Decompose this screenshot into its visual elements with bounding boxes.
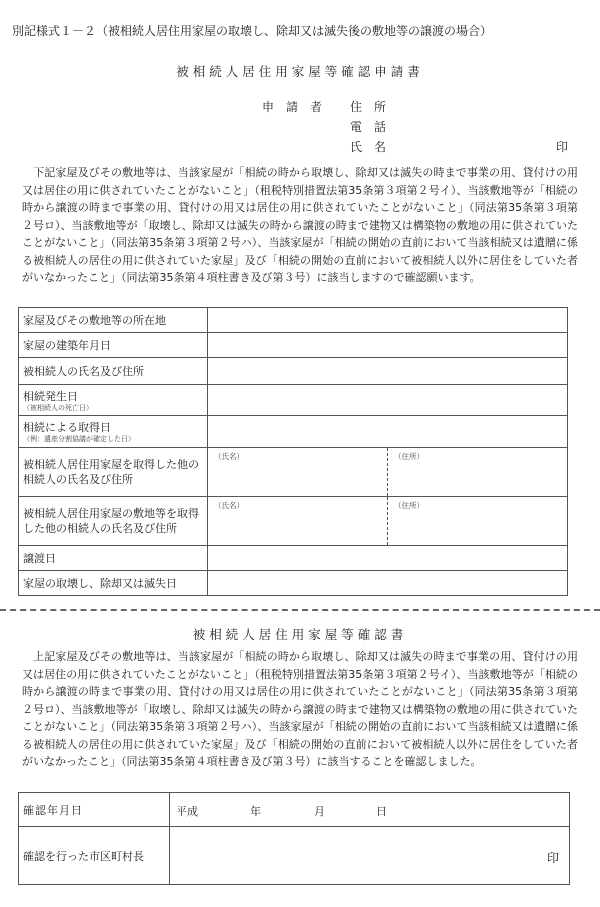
confirmation-title: 被相続人居住用家屋等確認書 (192, 627, 408, 642)
acquisition-date-note: （例：遺産分割協議が確定した日） (23, 435, 135, 443)
row-label-land-heirs: 被相続人居住用家屋の敷地等を取得した他の相続人の氏名及び住所 (19, 497, 208, 546)
address-sub-label: （住所） (394, 452, 424, 461)
table-row (19, 448, 568, 497)
demolition-date-field[interactable] (208, 571, 568, 596)
house-heirs-name-field[interactable] (208, 448, 388, 497)
table-row (19, 416, 568, 448)
row-label-acquisition-date (19, 416, 208, 448)
name-sub-label: （氏名） (214, 452, 244, 461)
table-row (19, 827, 570, 885)
name-sub-label: （氏名） (214, 501, 244, 510)
section-divider (0, 609, 600, 611)
row-label-confirmation-date: 確認年月日 (19, 793, 170, 827)
confirmation-paragraph (22, 648, 578, 771)
name-label: 氏 名 (350, 140, 387, 154)
table-row (19, 497, 568, 546)
inheritance-date-field[interactable] (208, 385, 568, 416)
applicant-seal-mark: 印 (556, 140, 569, 154)
table-row (19, 546, 568, 571)
details-table (18, 307, 568, 596)
inheritance-date-note: （被相続人の死亡日） (23, 403, 93, 412)
day-label: 日 (376, 805, 387, 818)
year-label: 年 (250, 805, 261, 818)
acquisition-date-field[interactable] (208, 416, 568, 448)
acquisition-date-label: 相続による取得日 (23, 421, 111, 434)
deceased-field[interactable] (208, 358, 568, 385)
house-heirs-address-field[interactable] (388, 448, 568, 497)
build-date-field[interactable] (208, 333, 568, 358)
era-label: 平成 (176, 805, 198, 818)
confirmation-paragraph-text: 上記家屋及びその敷地等は、当該家屋が「相続の時から取壊し、除却又は滅失の時まで事業の用、貸付けの用又は居住の用に供されていたことがないこと」（租税特別措置法第35条第３項第２号イ）、当該敷地等が「相続の時から譲渡の時まで事業の用、貸付けの用又は居住の用に供されていたことがないこと」（同法第35条第３項第２号ロ）、当該敷地等が「取壊し、除却又は滅失の時から譲渡の時まで建物又は構築物の敷地の用に供されていたことがないこと」（同法第35条第３項第２号ハ）、当該家屋が「相続の開始の直前において当該相続又は遺贈に係る被相続人の居住の用に供されていた家屋」及び「相続の開始の直前において被相続人以外に居住をしていた者がいなかったこと」（同法第35条第４項柱書き及び第３号）に該当することを確認しました。 (22, 650, 578, 768)
row-label-inheritance-date (19, 385, 208, 416)
row-label-demolition-date: 家屋の取壊し、除却又は滅失日 (19, 571, 208, 596)
row-label-deceased: 被相続人の氏名及び住所 (19, 358, 208, 385)
land-heirs-address-field[interactable] (388, 497, 568, 546)
application-paragraph (22, 164, 578, 287)
municipality-seal-mark: 印 (546, 851, 559, 865)
table-row (19, 571, 568, 596)
address-label: 住 所 (350, 100, 387, 114)
inheritance-date-label: 相続発生日 (23, 389, 78, 403)
applicant-label: 申 請 者 (262, 100, 323, 114)
form-identifier: 別記様式１－２（被相続人居住用家屋の取壊し、除却又は滅失後の敷地等の譲渡の場合） (12, 24, 493, 38)
municipality-field[interactable] (170, 827, 570, 885)
month-label: 月 (314, 805, 325, 818)
location-field[interactable] (208, 308, 568, 333)
table-row (19, 333, 568, 358)
confirmation-date-field[interactable] (170, 793, 570, 827)
table-row (19, 358, 568, 385)
row-label-transfer-date: 譲渡日 (19, 546, 208, 571)
confirmation-table (18, 792, 570, 885)
application-paragraph-text: 下記家屋及びその敷地等は、当該家屋が「相続の時から取壊し、除却又は滅失の時まで事業の用、貸付けの用又は居住の用に供されていたことがないこと」（租税特別措置法第35条第３項第２号イ）、当該敷地等が「相続の時から譲渡の時まで事業の用、貸付けの用又は居住の用に供されていたことがないこと」（同法第35条第３項第２号ロ）、当該敷地等が「取壊し、除却又は滅失の時から譲渡の時まで建物又は構築物の敷地の用に供されていたことがないこと」（同法第35条第３項第２号ハ）、当該家屋が「相続の開始の直前において当該相続又は遺贈に係る被相続人の居住の用に供されていた家屋」及び「相続の開始の直前において被相続人以外に居住をしていた者がいなかったこと」（同法第35条第４項柱書き及び第３号）に該当しますので確認願います。 (22, 166, 578, 284)
row-label-location: 家屋及びその敷地等の所在地 (19, 308, 208, 333)
application-title: 被相続人居住用家屋等確認申請書 (176, 64, 424, 79)
transfer-date-field[interactable] (208, 546, 568, 571)
phone-label: 電 話 (350, 120, 387, 134)
row-label-build-date: 家屋の建築年月日 (19, 333, 208, 358)
row-label-municipality: 確認を行った市区町村長 (19, 827, 170, 885)
address-sub-label: （住所） (394, 501, 424, 510)
table-row (19, 308, 568, 333)
row-label-house-heirs: 被相続人居住用家屋を取得した他の相続人の氏名及び住所 (19, 448, 208, 497)
land-heirs-name-field[interactable] (208, 497, 388, 546)
table-row (19, 793, 570, 827)
table-row (19, 385, 568, 416)
